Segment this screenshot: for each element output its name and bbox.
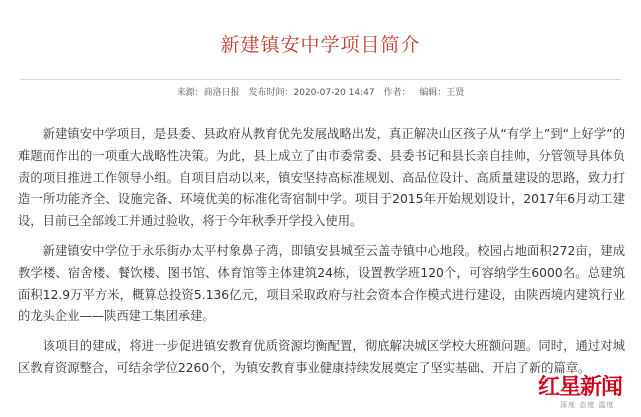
meta-author: 作者： — [383, 88, 411, 98]
meta-published: 发布时间：2020-07-20 14:47 — [248, 88, 375, 98]
logo-text: 红星新闻 — [538, 374, 623, 400]
article-body — [18, 124, 625, 388]
watermark-logo — [538, 370, 634, 414]
article-meta — [0, 85, 641, 98]
logo-tagline: 深度 态度 温度 — [560, 401, 615, 409]
paragraph: 新建镇安中学项目，是县委、县政府从教育优先发展战略出发，真正解决山区孩子从“有学上”到“上好学”的难题而作出的一项重大战略性决策。为此，县上成立了由市委常委、县委书记和县长亲自挂帅，分管领导具体负责的项目推进工作领导小组。自项目启动以来，镇安坚持高标准规划、高品位设计、高质量建设的思路，致力打造一所功能齐全、设施完备、环境优美的标准化寄宿制中学。项目于2015年开始规划设计，2017年6月动工建设，目前已全部竣工并通过验收，将于今年秋季开学投入使用。 — [18, 127, 625, 229]
title-divider — [20, 79, 621, 80]
meta-source: 来源：商洛日报 — [176, 88, 240, 98]
paragraph: 新建镇安中学位于永乐街办太平村象鼻子湾，即镇安县城至云盖寺镇中心地段。校园占地面积272亩，建成教学楼、宿舍楼、餐饮楼、图书馆、体育馆等主体建筑24栋，设置教学班120个，可容纳学生6000名。总建筑面积12.9万平方米，概算总投资5.136亿元，项目采取政府与社会资本合作模式进行建设，由陕西境内建筑行业的龙头企业——陕西建工集团承建。 — [18, 243, 625, 324]
meta-editor: 编辑：王贤 — [419, 88, 465, 98]
page-title: 新建镇安中学项目简介 — [220, 34, 421, 56]
paragraph: 该项目的建成，将进一步促进镇安教育优质资源均衡配置，彻底解决城区学校大班额问题。同时，通过对城区教育资源整合，可结余学位2260个，为镇安教育事业健康持续发展奠定了坚实基础、开启了新的篇章。 — [18, 339, 625, 375]
